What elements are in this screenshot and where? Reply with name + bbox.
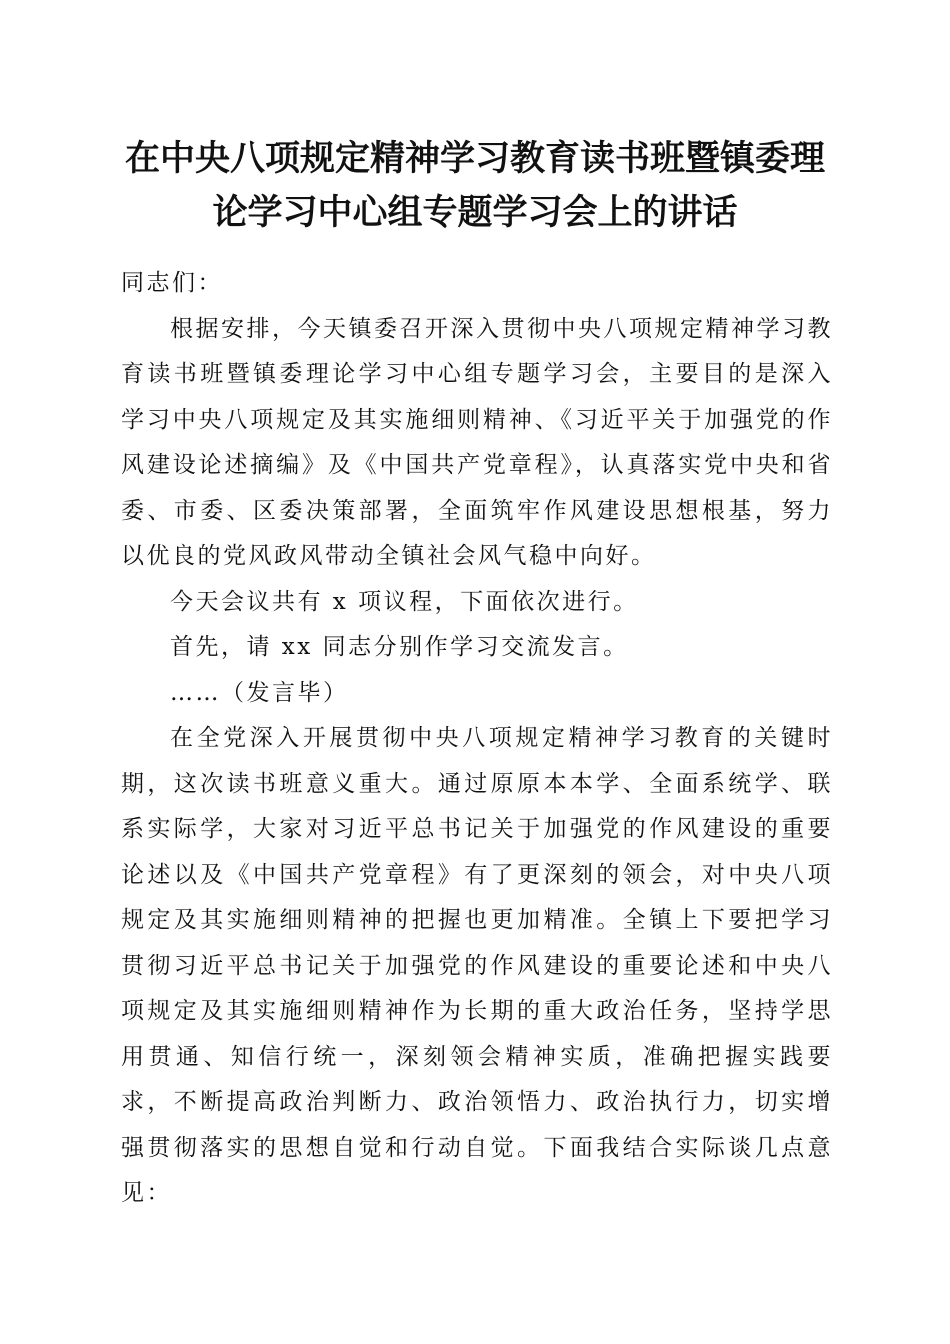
document-body bbox=[121, 254, 833, 1217]
paragraph-agenda: 今天会议共有 x 项议程，下面依次进行。 bbox=[170, 588, 639, 615]
paragraph-first-item: 首先，请 xx 同志分别作学习交流发言。 bbox=[170, 634, 629, 660]
salutation: 同志们： bbox=[121, 270, 223, 296]
title-line-1: 在中央八项规定精神学习教育读书班暨镇委理 bbox=[124, 138, 825, 179]
paragraph-speech-end: ……（发言毕） bbox=[170, 679, 349, 706]
paragraph-intro: 根据安排，今天镇委召开深入贯彻中央八项规定精神学习教育读书班暨镇委理论学习中心组专题学习会，主要目的是深入学习中央八项规定及其实施细则精神、《习近平关于加强党的作风建设论述摘编》及《中国共产党章程》，认真落实党中央和省委、市委、区委决策部署，全面筑牢作风建设思想根基，努力以优良的党风政风带动全镇社会风气稳中向好。 bbox=[121, 315, 833, 569]
title-line-2: 论学习中心组专题学习会上的讲话 bbox=[212, 192, 738, 233]
document-title bbox=[100, 132, 850, 240]
paragraph-main: 在全党深入开展贯彻中央八项规定精神学习教育的关键时期，这次读书班意义重大。通过原原本本学、全面系统学、联系实际学，大家对习近平总书记关于加强党的作风建设的重要论述以及《中国共产党章程》有了更深刻的领会，对中央八项规定及其实施细则精神的把握也更加精准。全镇上下要把学习贯彻习近平总书记关于加强党的作风建设的重要论述和中央八项规定及其实施细则精神作为长期的重大政治任务，坚持学思用贯通、知信行统一，深刻领会精神实质，准确把握实践要求，不断提高政治判断力、政治领悟力、政治执行力，切实增强贯彻落实的思想自觉和行动自觉。下面我结合实际谈几点意见： bbox=[121, 725, 833, 1206]
